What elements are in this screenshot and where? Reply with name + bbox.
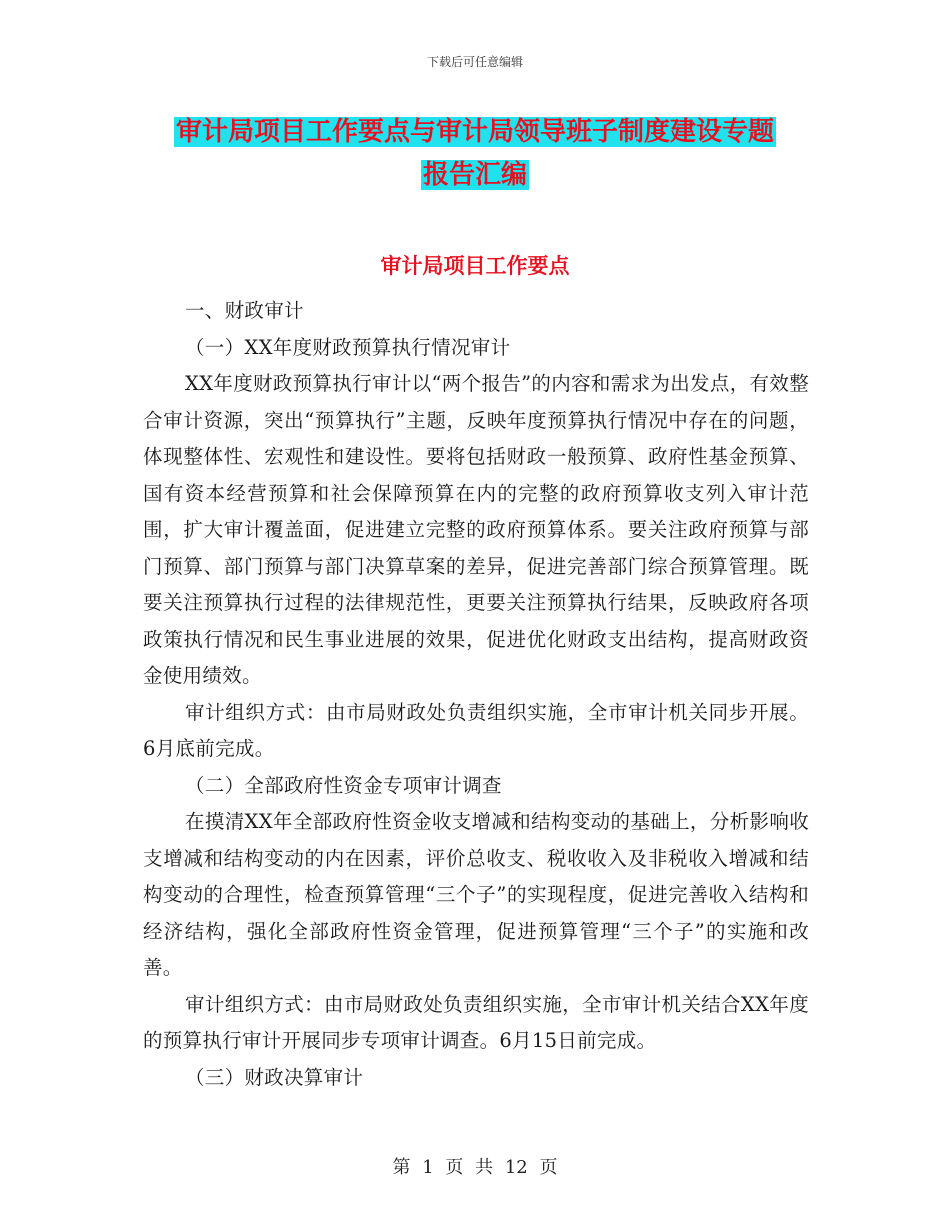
document-title-line1: 审计局项目工作要点与审计局领导班子制度建设专题 <box>175 117 774 147</box>
subsection-heading-2: （二）全部政府性资金专项审计调查 <box>185 773 502 797</box>
document-title-line2: 报告汇编 <box>422 160 527 190</box>
section-title: 审计局项目工作要点 <box>380 254 570 278</box>
paragraph: XX年度财政预算执行审计以“两个报告”的内容和需求为出发点，有效整合审计资源，突出“预算执行”主题，反映年度预算执行情况中存在的问题，体现整体性、宏观性和建设性。要将包括财政一般预算、政府性基金预算、国有资本经营预算和社会保障预算在内的完整的政府预算收支列入审计范围，扩大审计覆盖面，促进建立完整的政府预算体系。要关注政府预算与部门预算、部门预算与部门决算草案的差异，促进完善部门综合预算管理。既要关注预算执行过程的法律规范性，更要关注预算执行结果，反映政府各项政策执行情况和民生事业进展的效果，促进优化财政支出结构，提高财政资金使用绩效。 <box>143 372 809 687</box>
document-body <box>143 293 809 1096</box>
paragraph: 在摸清XX年全部政府性资金收支增减和结构变动的基础上，分析影响收支增减和结构变动的内在因素，评价总收支、税收收入及非税收入增减和结构变动的合理性，检查预算管理“三个子”的实现程度，促进完善收入结构和经济结构，强化全部政府性资金管理，促进预算管理“三个子”的实施和改善。 <box>143 810 809 979</box>
paragraph: 审计组织方式：由市局财政处负责组织实施，全市审计机关同步开展。6月底前完成。 <box>143 700 809 760</box>
header-note: 下载后可任意编辑 <box>426 55 523 69</box>
page-footer: 第 1 页 共 12 页 <box>392 1157 558 1178</box>
subsection-heading-1: （一）XX年度财政预算执行情况审计 <box>185 335 511 359</box>
section-heading-1: 一、财政审计 <box>185 299 304 322</box>
subsection-heading-3: （三）财政决算审计 <box>185 1065 364 1089</box>
paragraph: 审计组织方式：由市局财政处负责组织实施，全市审计机关结合XX年度的预算执行审计开展同步专项审计调查。6月15日前完成。 <box>143 992 809 1052</box>
